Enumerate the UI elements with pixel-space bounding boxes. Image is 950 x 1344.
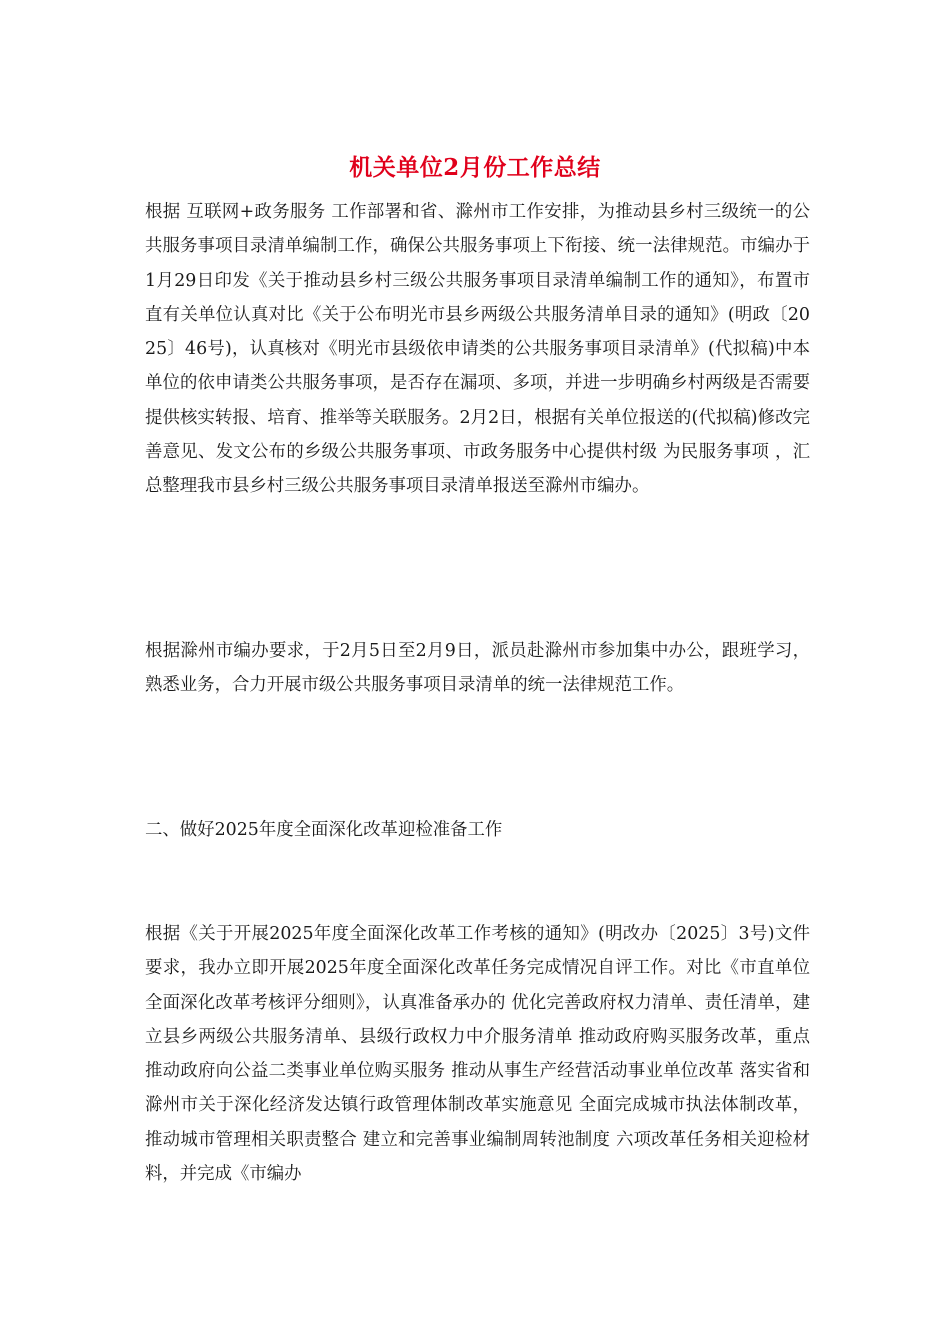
section-heading: 二、做好2025年度全面深化改革迎检准备工作 bbox=[145, 820, 503, 840]
paragraph-1: 根据 互联网+政务服务 工作部署和省、滁州市工作安排，为推动县乡村三级统一的公共服务事项目录清单编制工作，确保公共服务事项上下衔接、统一法律规范。市编办于1月29日印发《关于推动县乡村三级公共服务事项目录清单编制工作的通知》，布置市直有关单位认真对比《关于公布明光市县乡两级公共服务清单目录的通知》(明政〔2025〕46号)，认真核对《明光市县级依申请类的公共服务事项目录清单》(代拟稿)中本单位的依申请类公共服务事项，是否存在漏项、多项，并进一步明确乡村两级是否需要提供核实转报、培育、推举等关联服务。2月2日，根据有关单位报送的(代拟稿)修改完善意见、发文公布的乡级公共服务事项、市政务服务中心提供村级 为民服务事项 ，汇总整理我市县乡村三级公共服务事项目录清单报送至滁州市编办。 bbox=[145, 202, 810, 497]
paragraph-2: 根据滁州市编办要求，于2月5日至2月9日，派员赴滁州市参加集中办公，跟班学习，熟悉业务，合力开展市级公共服务事项目录清单的统一法律规范工作。 bbox=[145, 641, 810, 696]
document-title: 机关单位2月份工作总结 bbox=[349, 154, 601, 181]
paragraph-3: 根据《关于开展2025年度全面深化改革工作考核的通知》(明改办〔2025〕3号)文件要求，我办立即开展2025年度全面深化改革任务完成情况自评工作。对比《市直单位全面深化改革考核评分细则》，认真准备承办的 优化完善政府权力清单、责任清单，建立县乡两级公共服务清单、县级行政权力中介服务清单 推动政府购买服务改革，重点推动政府向公益二类事业单位购买服务 推动从事生产经营活动事业单位改革 落实省和滁州市关于深化经济发达镇行政管理体制改革实施意见 全面完成城市执法体制改革，推动城市管理相关职责整合 建立和完善事业编制周转池制度 六项改革任务相关迎检材料，并完成《市编办 bbox=[145, 924, 810, 1185]
